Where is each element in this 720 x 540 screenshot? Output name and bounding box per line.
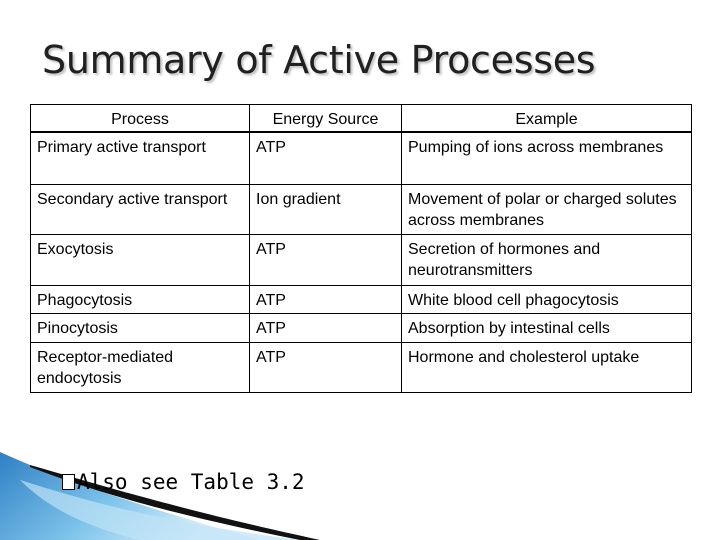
cell-energy-source: ATP	[250, 234, 402, 285]
cell-energy-source: Ion gradient	[250, 184, 402, 234]
cell-process: Primary active transport	[31, 132, 250, 184]
table-header-row	[31, 105, 692, 133]
cell-example: Pumping of ions across membranes	[402, 132, 692, 184]
cell-energy-source: ATP	[250, 313, 402, 342]
table-row	[31, 184, 692, 234]
cell-energy-source: ATP	[250, 132, 402, 184]
header-process: Process	[31, 105, 250, 133]
cell-process: Pinocytosis	[31, 313, 250, 342]
header-energy-source: Energy Source	[250, 105, 402, 133]
cell-process: Phagocytosis	[31, 285, 250, 313]
cell-process: Exocytosis	[31, 234, 250, 285]
table-row	[31, 234, 692, 285]
table-row	[31, 313, 692, 342]
table-row	[31, 342, 692, 392]
slide-title: Summary of Active Processes	[42, 38, 596, 82]
cell-example: Secretion of hormones and neurotransmitters	[402, 234, 692, 285]
table-row	[31, 285, 692, 313]
cell-example: Absorption by intestinal cells	[402, 313, 692, 342]
summary-table	[30, 104, 692, 393]
table-row	[31, 132, 692, 184]
bullet-text: Also see Table 3.2	[77, 470, 305, 494]
cell-energy-source: ATP	[250, 342, 402, 392]
cell-process: Secondary active transport	[31, 184, 250, 234]
cell-example: Hormone and cholesterol uptake	[402, 342, 692, 392]
cell-process: Receptor-mediated endocytosis	[31, 342, 250, 392]
cell-example: White blood cell phagocytosis	[402, 285, 692, 313]
bullet-box-icon	[62, 474, 75, 490]
cell-energy-source: ATP	[250, 285, 402, 313]
bullet-note	[62, 470, 305, 494]
header-example: Example	[402, 105, 692, 133]
cell-example: Movement of polar or charged solutes across membranes	[402, 184, 692, 234]
